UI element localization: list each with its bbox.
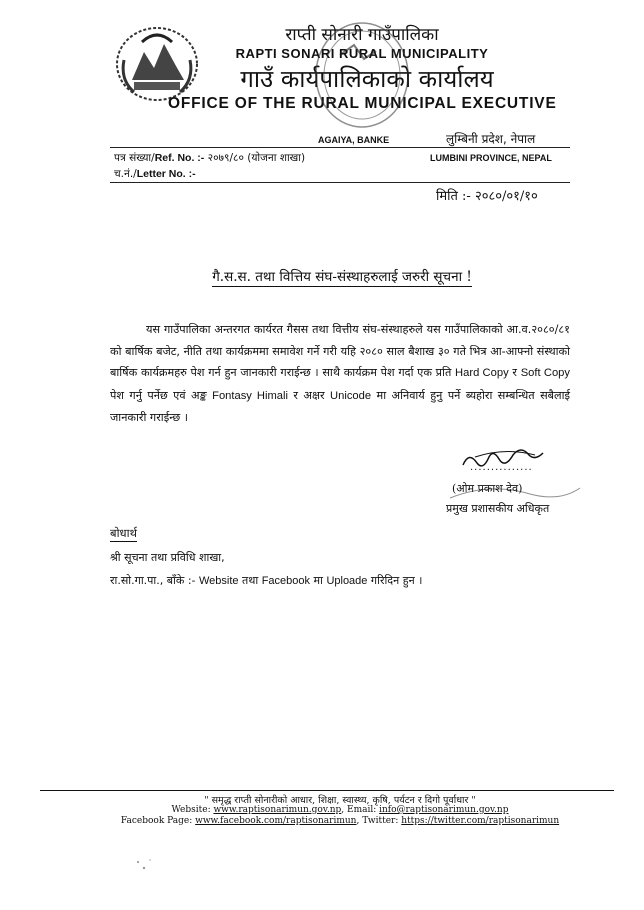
body-font1: Fontasy Himali	[212, 389, 288, 402]
cc-part-e: मा	[310, 574, 327, 587]
twitter-label: , Twitter:	[356, 816, 402, 826]
municipality-name-en: RAPTI SONARI RURAL MUNICIPALITY	[235, 46, 489, 61]
footer-web-email	[18, 805, 644, 815]
ref-label-en: Ref. No. :-	[154, 152, 205, 164]
twitter-link[interactable]: https://twitter.com/raptisonarimun	[401, 816, 560, 826]
body-part4: र अक्षर	[287, 388, 331, 402]
signatory-title: प्रमुख प्रशासकीय अधिकृत	[446, 502, 550, 515]
body-part3: पेश गर्नु पर्नेछ एवं अङ्क	[110, 388, 213, 402]
letter-body	[110, 319, 570, 429]
footer-motto: " समृद्ध राप्ती सोनारीको आधार, शिक्षा, स्वास्थ्य, कृषि, पर्यटन र दिगो पूर्वाधार "	[204, 795, 476, 806]
body-hardcopy: Hard Copy	[455, 367, 509, 379]
body-part1: यस गाउँपालिका अन्तरगत कार्यरत गैसस तथा वित्तीय संघ-संस्थाहरुले यस गाउँपालिकाको आ.व.२०८०/८१ को बार्षिक बजेट, नीति तथा कार्यक्रममा समावेश गर्ने गरी यहि २०८० साल बैशाख ३० गते भित्र आ-आफ्नो संस्थाको बार्षिक कार्यक्रमहरु पेश गर्न हुन जानकारी गराईन्छ । साथै कार्यक्रम पेश गर्दा एक प्रति	[110, 323, 570, 379]
scan-noise-icon	[130, 852, 160, 882]
ref-label-np: पत्र संख्या/	[114, 152, 155, 164]
email-label: , Email:	[341, 805, 380, 815]
cc-heading: बोधार्थ	[110, 526, 137, 540]
signatory-name: (ओम प्रकाश देव)	[452, 482, 523, 495]
cc-instruction	[110, 573, 422, 588]
letter-subject	[0, 267, 644, 285]
facebook-label: Facebook Page:	[120, 816, 196, 826]
cc-part-g: गरिदिन हुन ।	[367, 574, 423, 587]
footer-divider	[40, 790, 614, 791]
cc-recipient: श्री सूचना तथा प्रविधि शाखा,	[110, 551, 225, 564]
province-en: LUMBINI PROVINCE, NEPAL	[430, 153, 552, 163]
footer-social	[18, 816, 644, 826]
office-name-np: गाउँ कार्यपालिकाको कार्यालय	[240, 65, 494, 93]
website-label: Website:	[171, 805, 214, 815]
body-part2: र	[508, 366, 521, 379]
cc-part-b: Website	[199, 575, 239, 587]
header-divider	[110, 147, 570, 148]
subject-text: गै.स.स. तथा वित्तिय संघ-संस्थाहरुलाई जरुरी सूचना !	[212, 269, 472, 285]
office-stamp-icon	[300, 15, 420, 145]
letter-date: मिति :- २०८०/०१/१०	[436, 189, 538, 204]
province-np: लुम्बिनी प्रदेश, नेपाल	[446, 132, 536, 146]
body-part5: मा अनिवार्य हुनु पर्ने ब्यहोरा सम्बन्धित सबैलाई जानकारी गराईन्छ ।	[110, 388, 571, 424]
signature-line: ...............	[470, 462, 533, 473]
letter-label-en: Letter No. :-	[136, 168, 196, 180]
website-link[interactable]: www.raptisonarimun.gov.np	[213, 805, 342, 815]
letter-number	[114, 167, 196, 181]
cc-part-a: रा.सो.गा.पा., बाँके :-	[110, 574, 199, 587]
office-address-en: AGAIYA, BANKE	[318, 135, 390, 145]
cc-part-f: Uploade	[326, 575, 368, 587]
body-softcopy: Soft Copy	[520, 367, 570, 379]
reference-divider	[110, 182, 570, 183]
facebook-link[interactable]: www.facebook.com/raptisonarimun	[195, 816, 357, 826]
office-name-en: OFFICE OF THE RURAL MUNICIPAL EXECUTIVE	[168, 95, 557, 112]
municipality-name-np: राप्ती सोनारी गाउँपालिका	[285, 25, 439, 45]
cc-part-d: Facebook	[261, 575, 311, 587]
reference-number	[114, 151, 305, 165]
body-font2: Unicode	[330, 389, 372, 402]
cc-part-c: तथा	[238, 574, 262, 587]
letter-label-np: च.नं./	[114, 168, 137, 180]
ref-value: २०७९/८० (योजना शाखा)	[204, 152, 306, 164]
email-link[interactable]: info@raptisonarimun.gov.np	[379, 805, 509, 815]
